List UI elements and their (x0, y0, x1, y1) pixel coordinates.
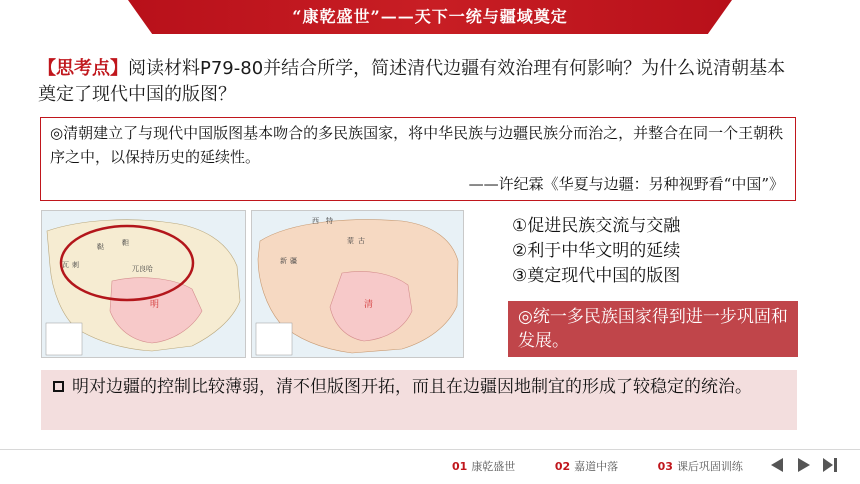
map-label: 刺 (72, 261, 79, 269)
nav-item-jiadao[interactable] (555, 460, 636, 473)
map-label: 疆 (290, 257, 297, 265)
last-slide-button[interactable] (821, 456, 839, 474)
quote-source: ——许纪霖《华夏与边疆：另种视野看“中国”》 (468, 175, 784, 193)
list-item: ①促进民族交流与交融 (512, 216, 681, 236)
nav-label: 课后巩固训练 (676, 460, 743, 473)
question-body: 阅读材料P79-80并结合所学，简述清代边疆有效治理有何影响？为什么说清朝基本奠定了现代中国的版图？ (38, 58, 786, 105)
page-title: “康乾盛世”——天下一统与疆域奠定 (292, 7, 568, 26)
summary-box (508, 301, 798, 357)
next-slide-button[interactable] (795, 456, 813, 474)
triangle-right-icon (795, 456, 813, 474)
map-label: 古 (358, 237, 365, 245)
map-label: 清 (364, 300, 374, 310)
map-label: 瓦 (62, 261, 69, 269)
ming-map-image (41, 210, 246, 358)
note-text: 明对边疆的控制比较薄弱，清不但版图开拓，而且在边疆因地制宜的形成了较稳定的统治。 (72, 377, 752, 397)
map-label: 明 (150, 300, 160, 310)
map-label: 兀良哈 (132, 265, 153, 273)
points-list (512, 214, 680, 289)
map-label: 新 (280, 257, 287, 265)
nav-item-exercise[interactable] (658, 460, 761, 473)
qing-map-image (251, 210, 464, 358)
quote-text: ◎清朝建立了与现代中国版图基本吻合的多民族国家，将中华民族与边疆民族分而治之，并整合在同一个王朝秩序之中，以保持历史的延续性。 (50, 124, 784, 166)
map-label: 鞑 (97, 243, 104, 251)
skip-end-icon (821, 456, 839, 474)
previous-slide-button[interactable] (768, 456, 786, 474)
ming-map-svg (42, 211, 246, 358)
nav-number: 03 (657, 460, 673, 473)
qing-map-svg (252, 211, 464, 358)
note-box (41, 370, 797, 430)
footer-nav (452, 458, 779, 474)
nav-number: 02 (554, 460, 571, 473)
footer-divider (0, 449, 860, 450)
question-tag: 【思考点】 (38, 58, 128, 79)
nav-label: 嘉道中落 (574, 460, 619, 473)
question-text (38, 56, 798, 108)
square-bullet-icon (53, 381, 64, 392)
nav-item-kangqian[interactable] (452, 460, 533, 473)
list-item: ②利于中华文明的延续 (512, 241, 681, 261)
nav-number: 01 (452, 460, 468, 473)
map-label: 特 (326, 217, 333, 225)
map-label: 靼 (122, 239, 129, 247)
list-item: ③奠定现代中国的版图 (512, 266, 681, 286)
map-label: 西 (312, 217, 319, 225)
triangle-left-icon (768, 456, 786, 474)
map-label: 蒙 (347, 237, 354, 245)
nav-label: 康乾盛世 (471, 460, 516, 473)
summary-text: ◎统一多民族国家得到进一步巩固和发展。 (518, 307, 788, 351)
